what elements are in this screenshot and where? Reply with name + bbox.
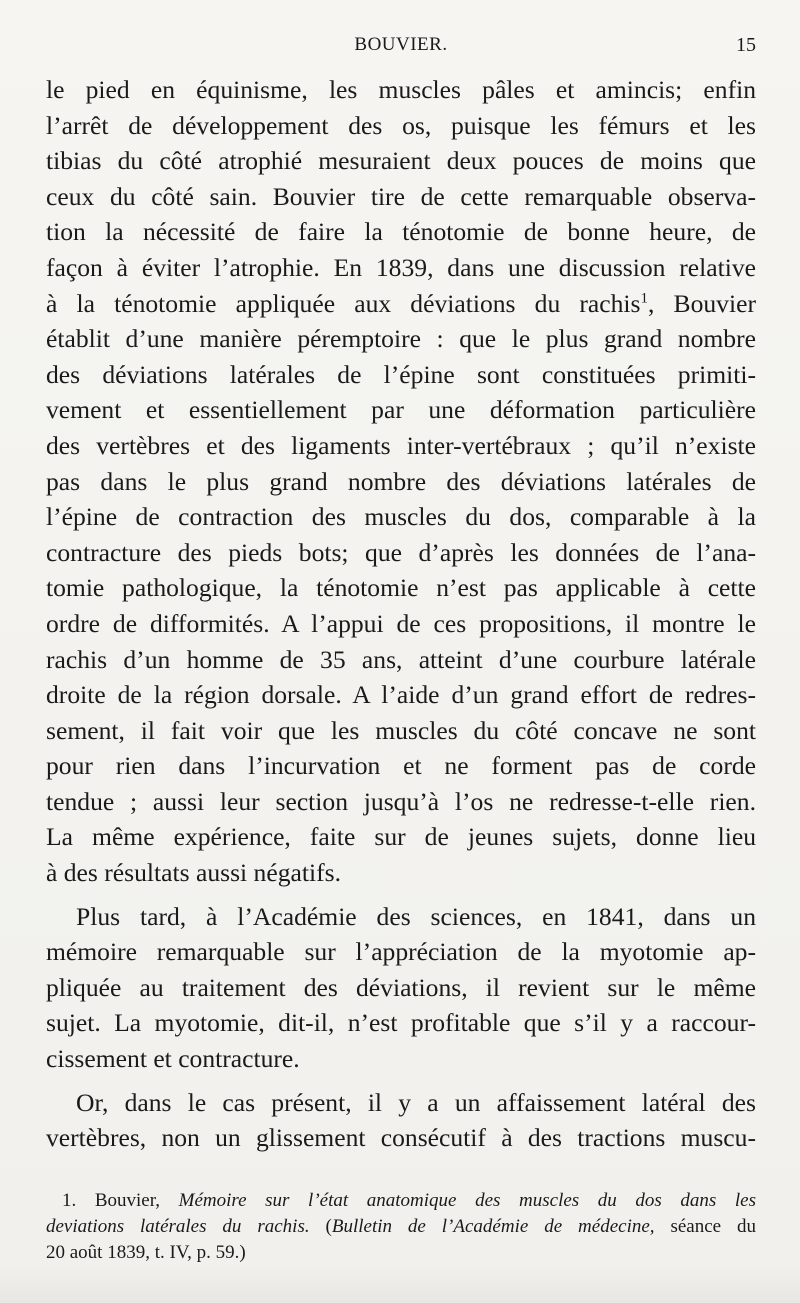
footnote bbox=[46, 1188, 756, 1266]
text-line: vement et essentiellement par une déformation particulière bbox=[46, 395, 756, 425]
text-line: sement, il fait voir que les muscles du côté concave ne sont bbox=[46, 715, 756, 745]
text-line: tomie pathologique, la ténotomie n’est pas applicable à cette bbox=[46, 573, 756, 603]
footnote-session: séance du bbox=[670, 1216, 756, 1237]
footnote-number: 1. bbox=[62, 1190, 77, 1211]
text-line: mémoire remarquable sur l’appréciation de la myotomie ap- bbox=[46, 937, 756, 967]
footnote-title: deviations latérales du rachis. bbox=[46, 1216, 310, 1237]
text-line: pas dans le plus grand nombre des déviations latérales de bbox=[46, 466, 756, 496]
footnote-reference: 1 bbox=[640, 290, 648, 307]
text-line: sujet. La myotomie, dit-il, n’est profitable que s’il y a raccour- bbox=[46, 1008, 756, 1038]
text-line: l’épine de contraction des muscles du dos, comparable à la bbox=[46, 502, 756, 532]
text-line: Or, dans le cas présent, il y a un affaissement latéral des bbox=[76, 1087, 756, 1117]
footnote-paren: ( bbox=[325, 1216, 332, 1237]
text-line: pliquée au traitement des déviations, il revient sur le même bbox=[46, 972, 756, 1002]
text-line: des déviations latérales de l’épine sont constituées primiti- bbox=[46, 359, 756, 389]
text-line: tendue ; aussi leur section jusqu’à l’os ne redresse-t-elle rien. bbox=[46, 786, 756, 816]
body-text bbox=[46, 72, 756, 1156]
page-header bbox=[46, 34, 756, 60]
footnote-line bbox=[46, 1214, 756, 1240]
text-line: établit d’une manière péremptoire : que le plus grand nombre bbox=[46, 324, 756, 354]
footnote-title: Mémoire sur l’état anatomique des muscles du dos dans les bbox=[178, 1190, 756, 1211]
text-line-part: à la ténotomie appliquée aux déviations du rachis bbox=[46, 288, 641, 318]
footnote-line: 20 août 1839, t. IV, p. 59.) bbox=[46, 1242, 246, 1263]
text-line: rachis d’un homme de 35 ans, atteint d’une courbure latérale bbox=[46, 644, 756, 674]
text-line: ordre de difformités. A l’appui de ces propositions, il montre le bbox=[46, 608, 756, 638]
text-line: contracture des pieds bots; que d’après les données de l’ana- bbox=[46, 537, 756, 567]
text-line: tion la nécessité de faire la ténotomie de bonne heure, de bbox=[46, 217, 756, 247]
text-line: La même expérience, faite sur de jeunes sujets, donne lieu bbox=[46, 822, 756, 852]
text-line: cissement et contracture. bbox=[46, 1044, 300, 1074]
text-line-with-footnote-ref bbox=[46, 286, 756, 322]
running-head: BOUVIER. bbox=[354, 34, 448, 55]
text-line: façon à éviter l’atrophie. En 1839, dans une discussion relative bbox=[46, 252, 756, 282]
text-line: ceux du côté sain. Bouvier tire de cette remarquable observa- bbox=[46, 181, 756, 211]
footnote-journal: Bulletin de l’Académie de médecine, bbox=[331, 1216, 655, 1237]
text-line: tibias du côté atrophié mesuraient deux pouces de moins que bbox=[46, 146, 756, 176]
text-line: droite de la région dorsale. A l’aide d’un grand effort de redres- bbox=[46, 680, 756, 710]
text-line-part: , Bouvier bbox=[647, 288, 756, 318]
footnote-author: Bouvier, bbox=[94, 1190, 161, 1211]
footnote-line bbox=[46, 1188, 756, 1214]
paragraph-gap bbox=[46, 1077, 756, 1085]
page-number: 15 bbox=[736, 34, 756, 56]
text-line: l’arrêt de développement des os, puisque les fémurs et les bbox=[46, 110, 756, 140]
paragraph-gap bbox=[46, 891, 756, 899]
text-line: des vertèbres et des ligaments inter-vertébraux ; qu’il n’existe bbox=[46, 430, 756, 460]
text-line: pour rien dans l’incurvation et ne forment pas de corde bbox=[46, 751, 756, 781]
text-line: Plus tard, à l’Académie des sciences, en 1841, dans un bbox=[76, 901, 756, 931]
text-line: le pied en équinisme, les muscles pâles et amincis; enfin bbox=[46, 75, 756, 104]
text-line: à des résultats aussi négatifs. bbox=[46, 858, 341, 888]
text-line: vertèbres, non un glissement consécutif à des tractions muscu- bbox=[46, 1123, 756, 1153]
page-edge-shadow bbox=[0, 1263, 800, 1303]
